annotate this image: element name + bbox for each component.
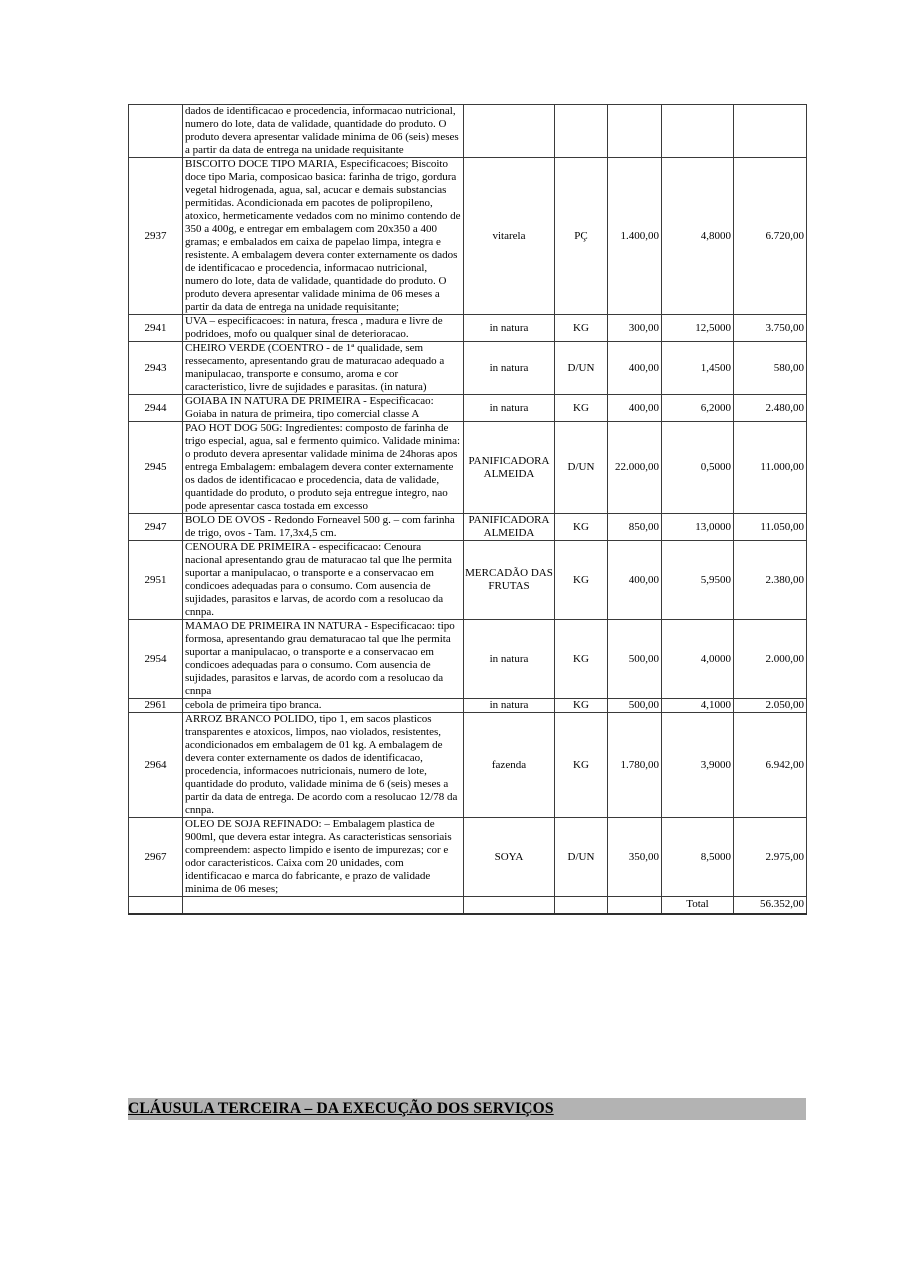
total-cell: 580,00 — [734, 342, 807, 395]
quantity-cell: 400,00 — [608, 395, 662, 422]
unit-price-cell: 4,0000 — [662, 620, 734, 699]
quantity-cell: 400,00 — [608, 342, 662, 395]
quantity-cell — [608, 105, 662, 158]
item-number-cell: 2947 — [129, 514, 183, 541]
description-cell: dados de identificacao e procedencia, informacao nutricional, numero do lote, data de validade, quantidade do produto. O produto devera apresentar validade minima de 06 (seis) meses a partir da data de entrega na unidade requisitante — [183, 105, 464, 158]
unit-price-cell: 0,5000 — [662, 422, 734, 514]
unit-price-cell: 1,4500 — [662, 342, 734, 395]
unit-price-cell: 8,5000 — [662, 818, 734, 897]
unit-price-cell: 12,5000 — [662, 315, 734, 342]
unit-price-cell: 4,1000 — [662, 699, 734, 713]
unit-cell: KG — [555, 541, 608, 620]
item-number-cell: 2944 — [129, 395, 183, 422]
brand-cell: fazenda — [464, 713, 555, 818]
unit-price-cell: 5,9500 — [662, 541, 734, 620]
table-row — [129, 395, 807, 422]
brand-cell: SOYA — [464, 818, 555, 897]
unit-cell: PÇ — [555, 158, 608, 315]
description-cell: CENOURA DE PRIMEIRA - especificacao: Cenoura nacional apresentando grau de maturacao tal que lhe permita suportar a manipulacao, o transporte e a conservacao em condicoes adequadas para o consumo. Com ausencia de sujidades, parasitos e larvas, de acordo com a resolucao da cnnpa. — [183, 541, 464, 620]
description-cell: BOLO DE OVOS - Redondo Forneavel 500 g. – com farinha de trigo, ovos - Tam. 17,3x4,5 cm. — [183, 514, 464, 541]
quantity-cell: 400,00 — [608, 541, 662, 620]
quantity-cell: 850,00 — [608, 514, 662, 541]
items-table — [128, 104, 807, 915]
total-cell: 6.942,00 — [734, 713, 807, 818]
total-cell: 2.050,00 — [734, 699, 807, 713]
table-row — [129, 818, 807, 897]
table-row — [129, 713, 807, 818]
table-row — [129, 699, 807, 713]
brand-cell: in natura — [464, 699, 555, 713]
brand-cell: in natura — [464, 315, 555, 342]
unit-cell: D/UN — [555, 422, 608, 514]
description-cell: CHEIRO VERDE (COENTRO - de 1ª qualidade, sem ressecamento, apresentando grau de maturacao adequado a manipulacao, transporte e consumo, aroma e cor caracteristico, livre de sujidades e parasitas. (in natura) — [183, 342, 464, 395]
quantity-cell: 500,00 — [608, 699, 662, 713]
unit-cell: KG — [555, 699, 608, 713]
total-label-cell: Total — [662, 897, 734, 914]
description-cell — [183, 897, 464, 914]
item-number-cell: 2945 — [129, 422, 183, 514]
items-table-body — [129, 105, 807, 897]
quantity-cell: 500,00 — [608, 620, 662, 699]
item-number-cell — [129, 105, 183, 158]
total-cell: 11.000,00 — [734, 422, 807, 514]
total-cell: 11.050,00 — [734, 514, 807, 541]
description-cell: GOIABA IN NATURA DE PRIMEIRA - Especificacao: Goiaba in natura de primeira, tipo comercial classe A — [183, 395, 464, 422]
table-row — [129, 315, 807, 342]
description-cell: cebola de primeira tipo branca. — [183, 699, 464, 713]
quantity-cell — [608, 897, 662, 914]
unit-cell — [555, 105, 608, 158]
unit-price-cell — [662, 105, 734, 158]
unit-price-cell: 4,8000 — [662, 158, 734, 315]
total-cell: 6.720,00 — [734, 158, 807, 315]
brand-cell — [464, 897, 555, 914]
description-cell: OLEO DE SOJA REFINADO: – Embalagem plastica de 900ml, que devera estar integra. As caracteristicas sensoriais compreendem: aspecto limpido e isento de impurezas; cor e odor caracteristicos. Caixa com 20 unidades, com identificacao e marca do fabricante, e prazo de validade minima de 06 meses; — [183, 818, 464, 897]
unit-price-cell: 6,2000 — [662, 395, 734, 422]
brand-cell: PANIFICADORA ALMEIDA — [464, 514, 555, 541]
table-row — [129, 541, 807, 620]
total-cell: 2.975,00 — [734, 818, 807, 897]
quantity-cell: 1.400,00 — [608, 158, 662, 315]
items-table-container — [128, 104, 806, 915]
total-cell: 2.380,00 — [734, 541, 807, 620]
unit-price-cell: 13,0000 — [662, 514, 734, 541]
table-row — [129, 422, 807, 514]
clause-heading-text: CLÁUSULA TERCEIRA – DA EXECUÇÃO DOS SERVIÇOS — [128, 1100, 554, 1117]
unit-cell — [555, 897, 608, 914]
unit-cell: D/UN — [555, 818, 608, 897]
quantity-cell: 300,00 — [608, 315, 662, 342]
item-number-cell: 2954 — [129, 620, 183, 699]
item-number-cell: 2964 — [129, 713, 183, 818]
unit-price-cell: 3,9000 — [662, 713, 734, 818]
table-row — [129, 158, 807, 315]
brand-cell: in natura — [464, 620, 555, 699]
item-number-cell: 2967 — [129, 818, 183, 897]
description-cell: UVA – especificacoes: in natura, fresca , madura e livre de podridoes, mofo ou qualquer sinal de deterioracao. — [183, 315, 464, 342]
total-cell: 2.480,00 — [734, 395, 807, 422]
table-row — [129, 620, 807, 699]
brand-cell: vitarela — [464, 158, 555, 315]
brand-cell — [464, 105, 555, 158]
total-cell — [734, 105, 807, 158]
unit-cell: D/UN — [555, 342, 608, 395]
item-number-cell: 2951 — [129, 541, 183, 620]
grand-total-cell: 56.352,00 — [734, 897, 807, 914]
table-row — [129, 514, 807, 541]
unit-cell: KG — [555, 620, 608, 699]
brand-cell: PANIFICADORA ALMEIDA — [464, 422, 555, 514]
description-cell: MAMAO DE PRIMEIRA IN NATURA - Especificacao: tipo formosa, apresentando grau dematuracao tal que lhe permita suportar a manipulacao, o transporte e a conservacao em condicoes adequadas para o consumo. Com ausencia de sujidades, parasitos e larvas, de acordo com a resolucao da cnnpa — [183, 620, 464, 699]
table-row — [129, 342, 807, 395]
item-number-cell: 2937 — [129, 158, 183, 315]
total-cell: 3.750,00 — [734, 315, 807, 342]
unit-cell: KG — [555, 713, 608, 818]
item-number-cell — [129, 897, 183, 914]
brand-cell: in natura — [464, 395, 555, 422]
item-number-cell: 2941 — [129, 315, 183, 342]
table-row — [129, 105, 807, 158]
clause-heading-bar — [128, 1098, 806, 1120]
unit-cell: KG — [555, 395, 608, 422]
brand-cell: MERCADÃO DAS FRUTAS — [464, 541, 555, 620]
item-number-cell: 2961 — [129, 699, 183, 713]
item-number-cell: 2943 — [129, 342, 183, 395]
items-table-footer — [129, 897, 807, 914]
description-cell: PAO HOT DOG 50G: Ingredientes: composto de farinha de trigo especial, agua, sal e fermento quimico. Validade minima: o produto devera apresentar validade minima de 24horas apos entrega Embalagem: embalagem devera conter externamente os dados de identificacao e procedencia, data de validade, quantidade do produto, o produto seja entregue integro, nao pode apresentar casca tostada em excesso — [183, 422, 464, 514]
unit-cell: KG — [555, 315, 608, 342]
total-cell: 2.000,00 — [734, 620, 807, 699]
quantity-cell: 1.780,00 — [608, 713, 662, 818]
total-row — [129, 897, 807, 914]
unit-cell: KG — [555, 514, 608, 541]
description-cell: BISCOITO DOCE TIPO MARIA, Especificacoes; Biscoito doce tipo Maria, composicao basica: farinha de trigo, gordura vegetal hidrogenada, agua, sal, acucar e demais substancias permitidas. Acondicionada em pacotes de polipropileno, atoxico, hermeticamente vedados com no minimo contendo de 350 a 400g, e entregar em embalagem com 20x350 a 400 gramas; e embalados em caixa de papelao limpa, integra e resistente. A embalagem devera conter externamente os dados de identificacao e procedencia, informacao nutricional, numero do lote, data de validade, quantidade do produto. O produto devera apresentar validade minima de 06 meses a partir da data de entrega na unidade requisitante; — [183, 158, 464, 315]
brand-cell: in natura — [464, 342, 555, 395]
quantity-cell: 22.000,00 — [608, 422, 662, 514]
description-cell: ARROZ BRANCO POLIDO, tipo 1, em sacos plasticos transparentes e atoxicos, limpos, nao violados, resistentes, acondicionados em embalagem de 01 kg. A embalagem de devera conter externamente os dados de identificacao, procedencia, informacoes nutricionais, numero de lote, quantidade do produto, validade minima de 6 (seis) meses a partir da data de entrega. De acordo com a resolucao 12/78 da cnnpa. — [183, 713, 464, 818]
quantity-cell: 350,00 — [608, 818, 662, 897]
